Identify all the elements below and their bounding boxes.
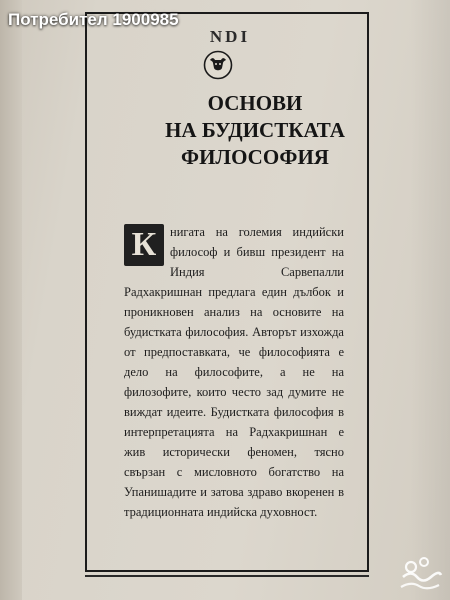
title-line-3: ФИЛОСОФИЯ bbox=[181, 145, 329, 169]
book-spine-shadow bbox=[0, 0, 22, 600]
title-line-2: НА БУДИСТКАТА bbox=[165, 118, 345, 142]
page-edge-shadow bbox=[410, 0, 450, 600]
bazar-logo-icon bbox=[397, 555, 443, 595]
frame-bottom-rule bbox=[85, 575, 369, 583]
show-through-text bbox=[175, 148, 375, 198]
drop-cap-letter: К bbox=[124, 224, 164, 266]
user-watermark: Потребител 1900985 bbox=[8, 10, 179, 29]
description-text: нигата на големия индийски философ и бивш президент на Индия Сарвепалли Радхакришнан предлага един дълбок и проникновен анализ на основите на будистката философия. Авторът изхожда от предпоставката, че философията е дело на философите, а не на филозофите, които често зад думите не виждат идеите. Будистката философия в интерпретацията на Радхакришнан е жив исторически феномен, тясно свързан с мисловното богатство на Упанишадите и затова здраво вкоренен в традиционната индийска духовност. bbox=[124, 225, 344, 519]
book-description bbox=[124, 222, 344, 522]
title-line-1: ОСНОВИ bbox=[207, 91, 303, 115]
bull-emblem-icon bbox=[203, 50, 233, 80]
series-label: NDI bbox=[209, 27, 251, 46]
